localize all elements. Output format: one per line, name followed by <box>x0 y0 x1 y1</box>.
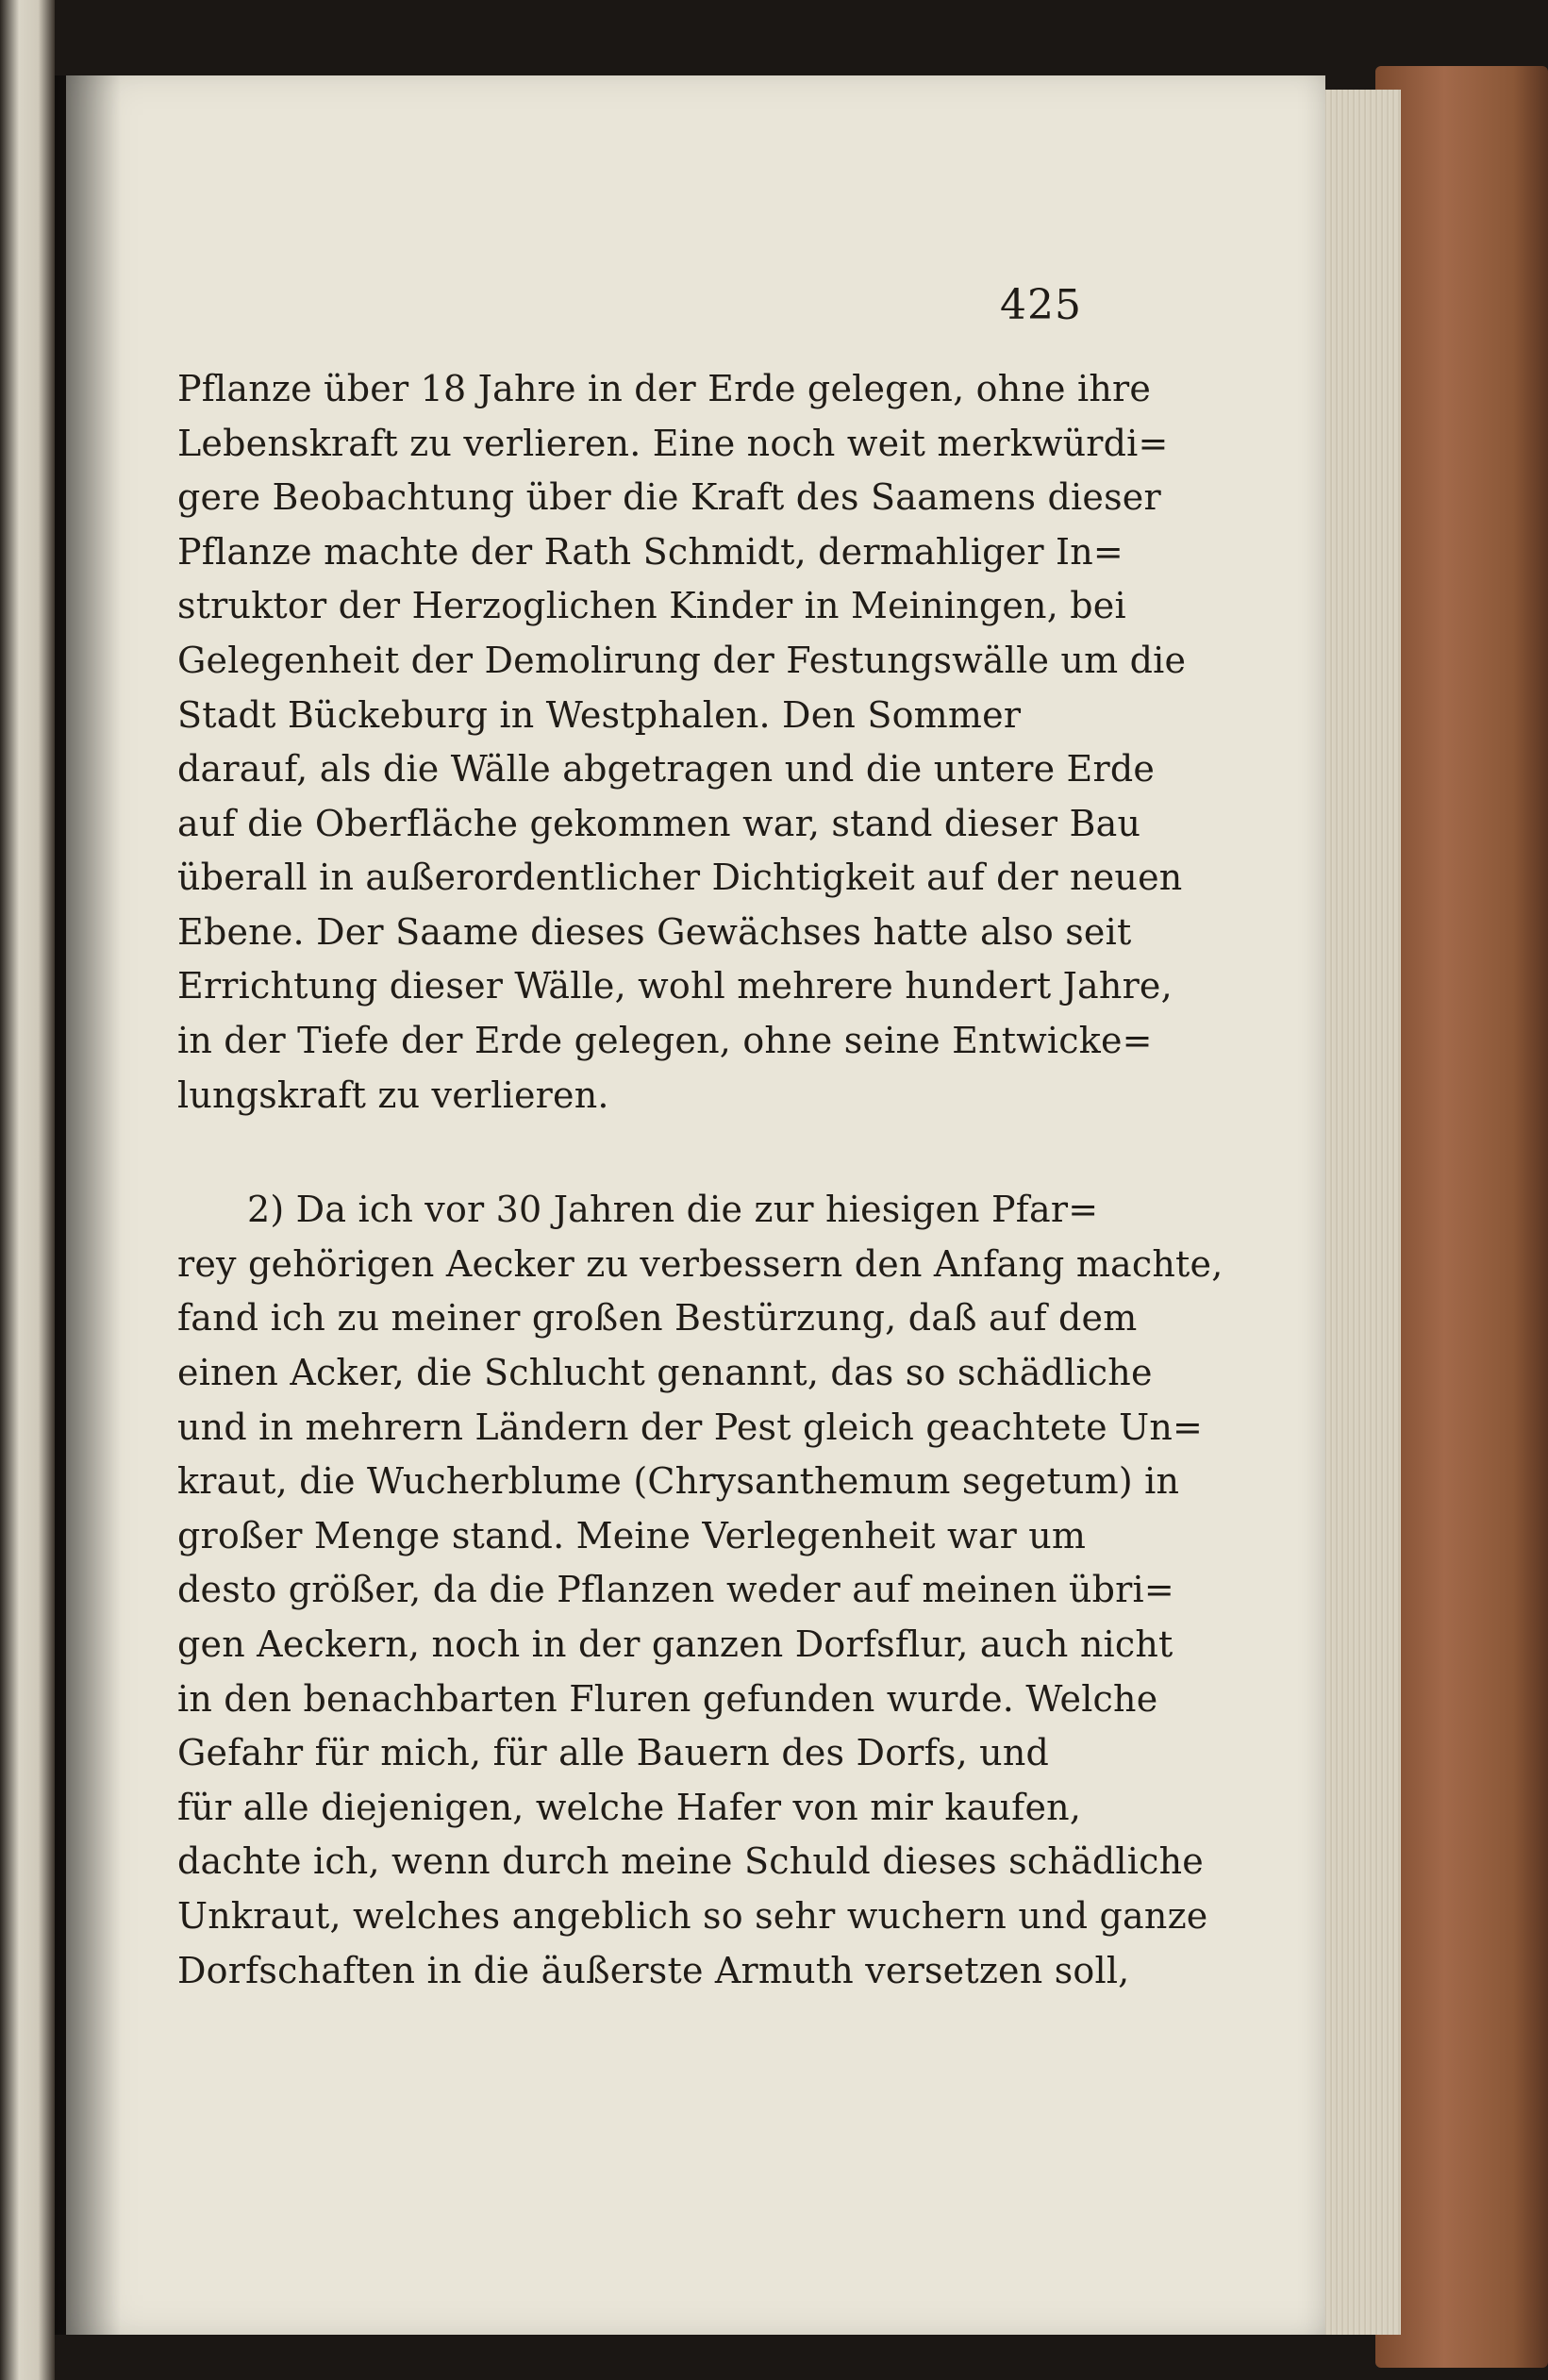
left-page-edge <box>0 0 55 2380</box>
text-line: in den benachbarten Fluren gefunden wurde. Welche <box>177 1678 1158 1720</box>
text-line: Gelegenheit der Demolirung der Festungswälle um die <box>177 640 1187 681</box>
text-line: Pflanze über 18 Jahre in der Erde gelegen, ohne ihre <box>177 368 1152 409</box>
gutter-shadow <box>55 75 121 2335</box>
text-line: für alle diejenigen, welche Hafer von mir kaufen, <box>177 1787 1082 1828</box>
text-line: Pflanze machte der Rath Schmidt, dermahliger In= <box>177 531 1124 573</box>
text-line: Ebene. Der Saame dieses Gewächses hatte also seit <box>177 911 1132 953</box>
page-stack-edges <box>1316 90 1401 2335</box>
text-line: gen Aeckern, noch in der ganzen Dorfsflur, auch nicht <box>177 1623 1173 1665</box>
text-line: Gefahr für mich, für alle Bauern des Dorfs, und <box>177 1732 1050 1773</box>
text-line: Errichtung dieser Wälle, wohl mehrere hundert Jahre, <box>177 965 1173 1007</box>
text-line: Stadt Bückeburg in Westphalen. Den Sommer <box>177 694 1022 736</box>
text-line: dachte ich, wenn durch meine Schuld dieses schädliche <box>177 1840 1204 1882</box>
text-line: fand ich zu meiner großen Bestürzung, daß auf dem <box>177 1297 1138 1339</box>
text-line: gere Beobachtung über die Kraft des Saamens dieser <box>177 476 1161 518</box>
text-line: Unkraut, welches angeblich so sehr wuchern und ganze <box>177 1895 1208 1937</box>
text-line: lungskraft zu verlieren. <box>177 1074 609 1116</box>
text-line: und in mehrern Ländern der Pest gleich geachtete Un= <box>177 1406 1204 1448</box>
text-line: kraut, die Wucherblume (Chrysanthemum segetum) in <box>177 1460 1180 1502</box>
page-number: 425 <box>1000 281 1082 329</box>
text-line: auf die Oberfläche gekommen war, stand dieser Bau <box>177 803 1141 844</box>
text-line: großer Menge stand. Meine Verlegenheit war um <box>177 1515 1087 1556</box>
text-line: struktor der Herzoglichen Kinder in Meiningen, bei <box>177 585 1126 626</box>
text-line: darauf, als die Wälle abgetragen und die untere Erde <box>177 748 1156 790</box>
text-line: Lebenskraft zu verlieren. Eine noch weit merkwürdi= <box>177 423 1169 464</box>
text-line: desto größer, da die Pflanzen weder auf meinen übri= <box>177 1569 1174 1610</box>
text-line: 2) Da ich vor 30 Jahren die zur hiesigen Pfar= <box>247 1189 1099 1230</box>
book-cover-right <box>1375 66 1548 2368</box>
text-line: rey gehörigen Aecker zu verbessern den Anfang machte, <box>177 1243 1223 1285</box>
text-line: Dorfschaften in die äußerste Armuth versetzen soll, <box>177 1950 1130 1991</box>
text-line: einen Acker, die Schlucht genannt, das so schädliche <box>177 1352 1153 1393</box>
text-line: in der Tiefe der Erde gelegen, ohne seine Entwicke= <box>177 1020 1153 1061</box>
text-line: überall in außerordentlicher Dichtigkeit auf der neuen <box>177 857 1183 898</box>
